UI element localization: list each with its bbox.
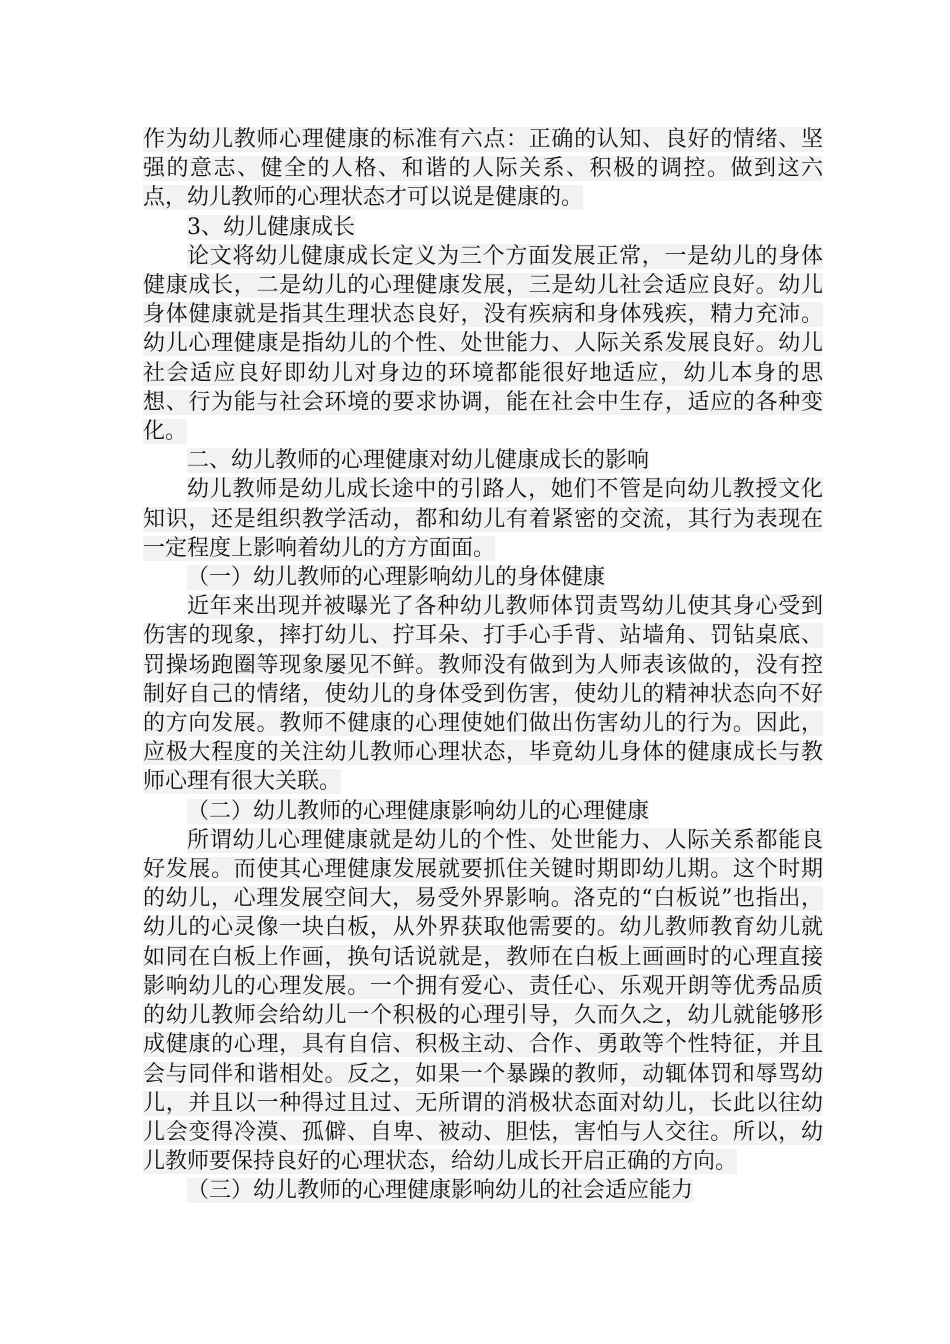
- subheading-1: [143, 563, 823, 592]
- heading-text: （一）幼儿教师的心理影响幼儿的身体健康: [187, 565, 606, 591]
- paragraph-text: 作为幼儿教师心理健康的标准有六点：正确的认知、良好的情绪、坚强的意志、健全的人格、和谐的人际关系、积极的调控。做到这六点，幼儿教师的心理状态才可以说是健康的。: [143, 127, 823, 211]
- subheading-2: [143, 797, 823, 826]
- section-heading-2: [143, 446, 823, 475]
- heading-text: （二）幼儿教师的心理健康影响幼儿的心理健康: [187, 798, 650, 824]
- paragraph-text: 所谓幼儿心理健康就是幼儿的个性、处世能力、人际关系都能良好发展。而使其心理健康发展就要抓住关键时期即幼儿期。这个时期的幼儿，心理发展空间大，易受外界影响。洛克的“白板说”也指出，幼儿的心灵像一块白板，从外界获取他需要的。幼儿教师教育幼儿就如同在白板上作画，换句话说就是，教师在白板上画画时的心理直接影响幼儿的心理发展。一个拥有爱心、责任心、乐观开朗等优秀品质的幼儿教师会给幼儿一个积极的心理引导，久而久之，幼儿就能够形成健康的心理，具有自信、积极主动、合作、勇敢等个性特征，并且会与同伴和谐相处。反之，如果一个暴躁的教师，动辄体罚和辱骂幼儿，并且以一种得过且过、无所谓的消极状态面对幼儿，长此以往幼儿会变得冷漠、孤僻、自卑、被动、胆怯，害怕与人交往。所以，幼儿教师要保持良好的心理状态，给幼儿成长开启正确的方向。: [143, 827, 823, 1175]
- paragraph-healthy-growth: [143, 242, 823, 446]
- heading-text: 3、幼儿健康成长: [187, 214, 355, 240]
- paragraph-text: 近年来出现并被曝光了各种幼儿教师体罚责骂幼儿使其身心受到伤害的现象，摔打幼儿、拧耳朵、打手心手背、站墙角、罚钻桌底、罚操场跑圈等现象屡见不鲜。教师没有做到为人师表该做的，没有控制好自己的情绪，使幼儿的身体受到伤害，使幼儿的精神状态向不好的方向发展。教师不健康的心理使她们做出伤害幼儿的行为。因此，应极大程度的关注幼儿教师心理状态，毕竟幼儿身体的健康成长与教师心理有很大关联。: [143, 594, 823, 795]
- heading-text: 二、幼儿教师的心理健康对幼儿健康成长的影响: [187, 448, 650, 474]
- subheading-3: [143, 1176, 823, 1205]
- document-body: [143, 125, 823, 1206]
- section-heading-3: [143, 213, 823, 242]
- paragraph-mental-health: [143, 826, 823, 1176]
- paragraph-physical-health: [143, 592, 823, 796]
- heading-text: （三）幼儿教师的心理健康影响幼儿的社会适应能力: [187, 1178, 694, 1204]
- paragraph-continued: [143, 125, 823, 213]
- paragraph-text: 论文将幼儿健康成长定义为三个方面发展正常，一是幼儿的身体健康成长，二是幼儿的心理健康发展，三是幼儿社会适应良好。幼儿身体健康就是指其生理状态良好，没有疾病和身体残疾，精力充沛。幼儿心理健康是指幼儿的个性、处世能力、人际关系发展良好。幼儿社会适应良好即幼儿对身边的环境都能很好地适应，幼儿本身的思想、行为能与社会环境的要求协调，能在社会中生存，适应的各种变化。: [143, 243, 823, 445]
- paragraph-teacher-role: [143, 475, 823, 563]
- paragraph-text: 幼儿教师是幼儿成长途中的引路人，她们不管是向幼儿教授文化知识，还是组织教学活动，都和幼儿有着紧密的交流，其行为表现在一定程度上影响着幼儿的方方面面。: [143, 477, 823, 561]
